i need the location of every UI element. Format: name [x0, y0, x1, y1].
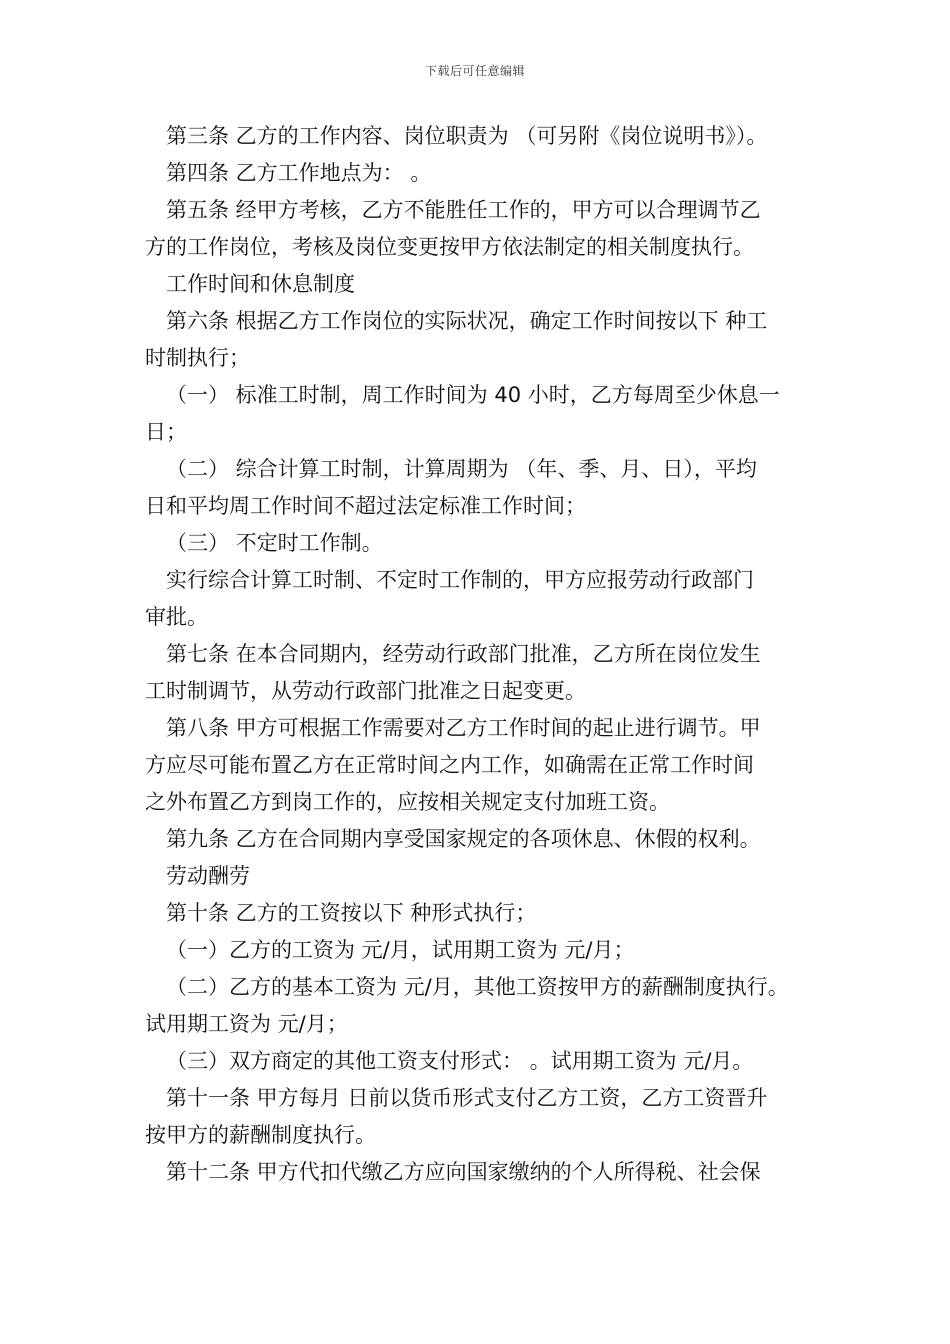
text-line: （二）乙方的基本工资为 元/月，其他工资按甲方的薪酬制度执行。: [166, 975, 789, 999]
text-line: 第三条 乙方的工作内容、岗位职责为 （可另附《岗位说明书》）。: [166, 124, 768, 148]
text-line: 工时制调节，从劳动行政部门批准之日起变更。: [145, 679, 586, 703]
text-line: 方的工作岗位，考核及岗位变更按甲方依法制定的相关制度执行。: [145, 235, 754, 259]
text-line: 试用期工资为 元/月；: [145, 1012, 348, 1036]
text-line: 工作时间和休息制度: [166, 272, 355, 296]
text-line: （二） 综合计算工时制，计算周期为 （年、季、月、日），平均: [166, 457, 757, 481]
text-line: 第十二条 甲方代扣代缴乙方应向国家缴纳的个人所得税、社会保: [166, 1160, 761, 1184]
text-line: 方应尽可能布置乙方在正常时间之内工作，如确需在正常工作时间: [145, 753, 754, 777]
text-line: 第六条 根据乙方工作岗位的实际状况，确定工作时间按以下 种工: [166, 309, 768, 333]
text-line: （一）乙方的工资为 元/月，试用期工资为 元/月；: [166, 938, 635, 962]
text-line: （三）双方商定的其他工资支付形式： 。试用期工资为 元/月。: [166, 1049, 754, 1073]
page-header: 下载后可任意编辑: [424, 64, 525, 78]
text-line: 第四条 乙方工作地点为： 。: [166, 161, 432, 185]
text-line: 第七条 在本合同期内，经劳动行政部门批准，乙方所在岗位发生: [166, 642, 761, 666]
text-line: 第十条 乙方的工资按以下 种形式执行；: [166, 901, 537, 925]
text-line: 第十一条 甲方每月 日前以货币形式支付乙方工资，乙方工资晋升: [166, 1086, 768, 1110]
text-line: 第九条 乙方在合同期内享受国家规定的各项休息、休假的权利。: [166, 827, 761, 851]
text-line: 审批。: [145, 605, 208, 629]
text-line: 日和平均周工作时间不超过法定标准工作时间；: [145, 494, 586, 518]
text-line: 日；: [145, 420, 187, 444]
text-line: 第五条 经甲方考核，乙方不能胜任工作的，甲方可以合理调节乙: [166, 198, 761, 222]
text-line: 之外布置乙方到岗工作的，应按相关规定支付加班工资。: [145, 790, 670, 814]
text-line: 时制执行；: [145, 346, 250, 370]
text-line: 劳动酬劳: [166, 864, 250, 888]
text-line: （一） 标准工时制，周工作时间为 40 小时，乙方每周至少休息一: [166, 383, 780, 407]
text-line: 第八条 甲方可根据工作需要对乙方工作时间的起止进行调节。甲: [166, 716, 761, 740]
text-line: 按甲方的薪酬制度执行。: [145, 1123, 376, 1147]
document-body: [145, 118, 810, 1191]
text-line: 实行综合计算工时制、不定时工作制的，甲方应报劳动行政部门: [166, 568, 754, 592]
text-line: （三） 不定时工作制。: [166, 531, 383, 555]
